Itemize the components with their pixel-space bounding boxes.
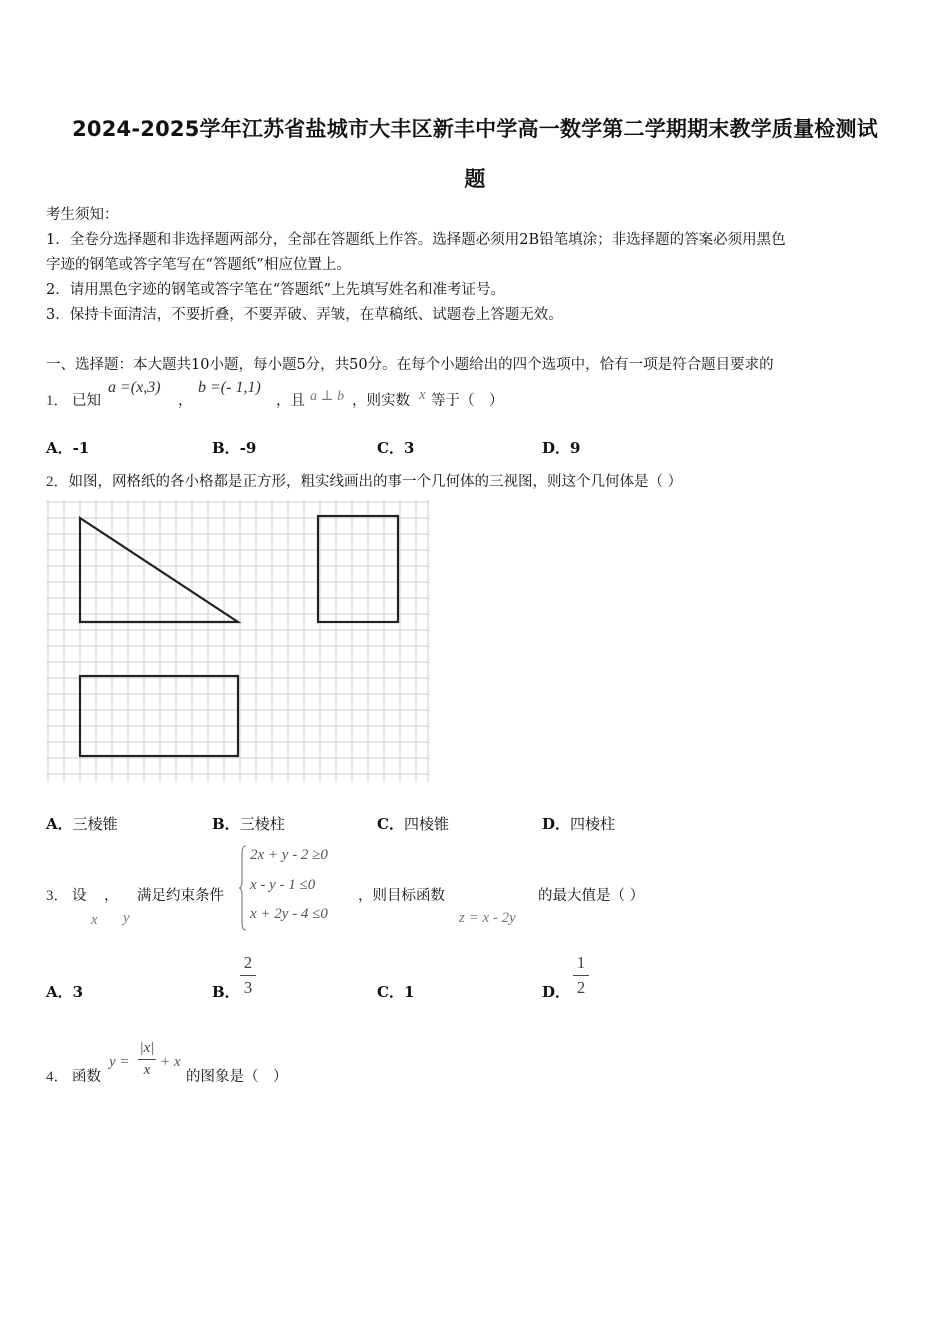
option-value: 三棱锥: [72, 815, 118, 833]
option-label: A．: [46, 983, 73, 1001]
option-label: B．: [212, 815, 240, 833]
page-title-line1: 2024-2025学年江苏省盐城市大丰区新丰中学高一数学第二学期期末教学质量检测试: [72, 117, 878, 141]
function-lhs: y =: [109, 1054, 130, 1070]
option-value: 1: [403, 983, 415, 1001]
option-value: -1: [72, 439, 90, 457]
q2-option-d[interactable]: [542, 813, 615, 834]
question-text: 等于（ ）: [431, 393, 504, 409]
top-view-rectangle: [80, 676, 238, 756]
constraint-3: x + 2y - 4 ≤0: [250, 906, 328, 922]
q3-option-d-fraction[interactable]: [573, 953, 589, 998]
constraint-1: 2x + y - 2 ≥0: [250, 847, 328, 863]
notice-heading: 考生须知：: [46, 207, 119, 223]
q3-option-a[interactable]: [46, 981, 83, 1002]
fraction-bar: [240, 975, 256, 976]
q3-option-d-label[interactable]: D．: [542, 983, 571, 1001]
fraction-numerator: |x|: [139, 1040, 155, 1056]
variable-x: x: [91, 912, 98, 928]
fraction-numerator: 2: [243, 953, 253, 972]
option-value: 三棱柱: [239, 815, 285, 833]
section-heading: 一、选择题：本大题共10小题，每小题5分，共50分。在每个小题给出的四个选项中，恰有一项是符合题目要求的: [46, 357, 774, 373]
q1-option-b[interactable]: [212, 437, 256, 458]
variable-y: y: [123, 910, 130, 926]
question-text: 如图，网格纸的各小格都是正方形，粗实线画出的事一个几何体的三视图，则这个几何体是（ ）: [68, 474, 683, 490]
fraction-denominator: x: [143, 1062, 151, 1078]
option-value: 3: [72, 983, 84, 1001]
side-view-rectangle: [318, 516, 398, 622]
q3-option-c[interactable]: [377, 981, 414, 1002]
separator: ，: [178, 393, 193, 409]
q1-option-c[interactable]: [377, 437, 414, 458]
notice-item-3: 3．保持卡面清洁，不要折叠，不要弄破、弄皱，在草稿纸、试题卷上答题无效。: [46, 307, 563, 323]
q2-option-b[interactable]: [212, 813, 285, 834]
vector-a-expression: a =(x,3): [108, 379, 161, 396]
q2-option-a[interactable]: [46, 813, 118, 834]
question-text: ，则实数: [352, 393, 410, 409]
fraction-denominator: 3: [243, 978, 253, 997]
three-view-figure: [46, 500, 430, 782]
option-label: A．: [46, 815, 73, 833]
question-text: 满足约束条件: [137, 888, 224, 904]
q3-option-b-fraction[interactable]: [240, 953, 256, 998]
question-number: 2．: [46, 474, 69, 490]
perpendicular-expression: a ⊥ b: [310, 389, 345, 404]
option-label: D．: [542, 439, 571, 457]
option-value: 四棱锥: [403, 815, 449, 833]
question-text: ，则目标函数: [358, 888, 445, 904]
option-label: D．: [542, 815, 571, 833]
q1-option-d[interactable]: [542, 437, 580, 458]
question-text: 的最大值是（ ）: [538, 888, 645, 904]
q3-option-b-label[interactable]: B．: [212, 983, 240, 1001]
page-title-line2: 题: [464, 167, 486, 191]
option-value: -9: [239, 439, 257, 457]
question-2: [46, 470, 682, 491]
question-text: ，且: [276, 393, 305, 409]
function-rhs: + x: [160, 1054, 181, 1070]
question-text: 已知: [72, 393, 101, 409]
q1-option-a[interactable]: [46, 437, 89, 458]
question-number: 4．: [46, 1069, 69, 1085]
separator: ，: [104, 888, 119, 904]
constraint-2: x - y - 1 ≤0: [250, 877, 316, 893]
function-fraction: [138, 1040, 156, 1079]
vector-b-expression: b =(- 1,1): [198, 379, 261, 396]
q2-option-c[interactable]: [377, 813, 449, 834]
option-label: C．: [377, 439, 404, 457]
notice-item-2: 2．请用黑色字迹的钢笔或答字笔在“答题纸”上先填写姓名和准考证号。: [46, 282, 506, 298]
question-text: 设: [72, 888, 87, 904]
fraction-bar: [573, 975, 589, 976]
option-label: C．: [377, 815, 404, 833]
option-label: C．: [377, 983, 404, 1001]
question-number: 1．: [46, 393, 69, 409]
fraction-denominator: 2: [576, 978, 586, 997]
question-number: 3．: [46, 888, 69, 904]
notice-item-1a: 1．全卷分选择题和非选择题两部分，全部在答题纸上作答。选择题必须用2B铅笔填涂；非选择题的答案必须用黑色: [46, 232, 786, 248]
fraction-bar: [138, 1059, 156, 1060]
notice-item-1b: 字迹的钢笔或答字笔写在“答题纸”相应位置上。: [46, 257, 351, 273]
option-label: B．: [212, 439, 240, 457]
option-value: 3: [403, 439, 415, 457]
question-text: 函数: [72, 1069, 101, 1085]
left-brace-icon: [238, 845, 248, 931]
objective-function: z = x - 2y: [459, 910, 516, 926]
option-value: 9: [570, 439, 581, 457]
question-text: 的图象是（ ）: [186, 1069, 288, 1085]
variable-x: x: [419, 387, 426, 403]
option-label: A．: [46, 439, 73, 457]
option-value: 四棱柱: [570, 815, 616, 833]
fraction-numerator: 1: [576, 953, 586, 972]
